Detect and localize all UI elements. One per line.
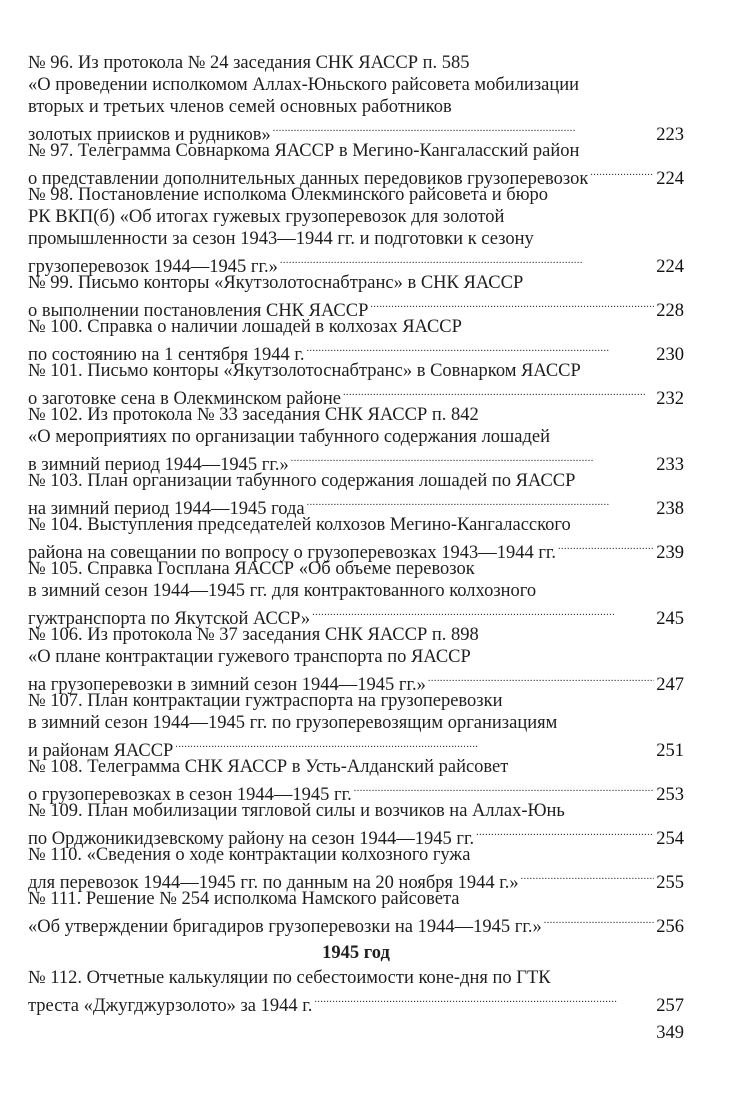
toc-entry-line: [28, 426, 684, 448]
entry-title-text: в зимний сезон 1944—1945 гг. по грузоперевозящим организациям: [28, 713, 558, 733]
entry-page-number: 255: [656, 873, 684, 893]
toc-entry-line: [28, 967, 684, 989]
toc-entry-line: [28, 316, 684, 338]
toc-entry-line: [28, 162, 684, 189]
entry-page-number: 232: [656, 389, 684, 409]
entry-title-text: № 100. Справка о наличии лошадей в колхозах ЯАССР: [28, 317, 462, 337]
entry-title-text: в зимний сезон 1944—1945 гг. для контрактованного колхозного: [28, 581, 537, 601]
entry-title-text: для перевозок 1944—1945 гг. по данным на 20 ноября 1944 г.»: [28, 873, 519, 893]
dot-leader: [312, 602, 654, 624]
toc-entry-line: [28, 910, 684, 937]
entry-title-text: в зимний период 1944—1945 гг.»: [28, 455, 289, 475]
entry-title-text: района на совещании по вопросу о грузоперевозках 1943—1944 гг.: [28, 543, 557, 563]
toc-entry-line: [28, 778, 684, 805]
entry-title-text: грузоперевозок 1944—1945 гг.»: [28, 257, 278, 277]
entry-title-text: № 108. Телеграмма СНК ЯАССР в Усть-Алданский райсовет: [28, 757, 509, 777]
toc-entry-line: [28, 602, 684, 629]
entry-page-number: 233: [656, 455, 684, 475]
toc-entry-line: [28, 888, 684, 910]
entry-title-text: № 111. Решение № 254 исполкома Намского райсовета: [28, 889, 460, 909]
entry-title-text: промышленности за сезон 1943—1944 гг. и подготовки к сезону: [28, 229, 534, 249]
toc-entry-line: [28, 800, 684, 822]
entry-page-number: 256: [656, 917, 684, 937]
toc-entry-line: [28, 690, 684, 712]
dot-leader: [306, 338, 654, 360]
entry-page-number: 254: [656, 829, 684, 849]
toc-entry-line: [28, 668, 684, 695]
entry-page-number: 253: [656, 785, 684, 805]
entry-title-text: РК ВКП(б) «Об итогах гужевых грузоперевозок для золотой: [28, 207, 505, 227]
entry-title-text: «О мероприятиях по организации табунного содержания лошадей: [28, 427, 551, 447]
toc-entry-line: [28, 74, 684, 96]
toc-entry-line: [28, 360, 684, 382]
entry-page-number: 224: [656, 169, 684, 189]
dot-leader: [521, 866, 655, 888]
dot-leader: [590, 162, 654, 184]
toc-entry-line: [28, 228, 684, 250]
toc-entry-line: [28, 822, 684, 849]
dot-leader: [354, 778, 655, 800]
entry-title-text: треста «Джугджурзолото» за 1944 г.: [28, 996, 313, 1016]
toc-entry: [28, 558, 684, 629]
toc-entry: [28, 514, 684, 563]
toc-entry-line: [28, 404, 684, 426]
entry-page-number: 230: [656, 345, 684, 365]
entry-title-text: № 101. Письмо конторы «Якутзолотоснабтранс» в Совнарком ЯАССР: [28, 361, 581, 381]
page-number: 349: [656, 1023, 684, 1043]
entry-title-text: № 102. Из протокола № 33 заседания СНК ЯАССР п. 842: [28, 405, 479, 425]
entry-page-number: 247: [656, 675, 684, 695]
entry-title-text: № 109. План мобилизации тягловой силы и возчиков на Аллах-Юнь: [28, 801, 565, 821]
entry-page-number: 257: [656, 996, 684, 1016]
entry-page-number: 238: [656, 499, 684, 519]
entry-title-text: № 106. Из протокола № 37 заседания СНК ЯАССР п. 898: [28, 625, 479, 645]
toc-entry-line: [28, 734, 684, 761]
entry-title-text: № 107. План контрактации гужтраспорта на грузоперевозки: [28, 691, 503, 711]
entry-title-text: и районам ЯАССР: [28, 741, 174, 761]
toc-entry: [28, 404, 684, 475]
entry-title-text: «Об утверждении бригадиров грузоперевозки на 1944—1945 гг.»: [28, 917, 542, 937]
toc-entry-line: [28, 844, 684, 866]
entry-title-text: о выполнении постановления СНК ЯАССР: [28, 301, 369, 321]
toc-entry-line: [28, 382, 684, 409]
dot-leader: [314, 989, 654, 1011]
entry-title-text: № 98. Постановление исполкома Олекминского райсовета и бюро: [28, 185, 549, 205]
dot-leader: [476, 822, 654, 844]
toc-entry-line: [28, 272, 684, 294]
toc-entry: [28, 756, 684, 805]
toc-entry: [28, 800, 684, 849]
entry-title-text: на зимний период 1944—1945 года: [28, 499, 305, 519]
entry-page-number: 223: [656, 125, 684, 145]
entry-title-text: № 110. «Сведения о ходе контрактации колхозного гужа: [28, 845, 471, 865]
section-heading: 1945 год: [322, 943, 390, 963]
entry-page-number: 224: [656, 257, 684, 277]
entry-title-text: № 112. Отчетные калькуляции по себестоимости коне-дня по ГТК: [28, 968, 551, 988]
toc-entry-line: [28, 756, 684, 778]
entry-page-number: 245: [656, 609, 684, 629]
toc-entry: [28, 272, 684, 321]
dot-leader: [280, 250, 654, 272]
entry-title-text: о заготовке сена в Олекминском районе: [28, 389, 341, 409]
entry-page-number: 239: [656, 543, 684, 563]
toc-entry-line: [28, 492, 684, 519]
entry-title-text: № 105. Справка Госплана ЯАССР «Об объеме перевозок: [28, 559, 475, 579]
toc-entry-line: [28, 206, 684, 228]
entry-title-text: золотых приисков и рудников»: [28, 125, 271, 145]
entry-title-text: вторых и третьих членов семей основных работников: [28, 97, 452, 117]
dot-leader: [273, 118, 654, 140]
toc-entry-line: [28, 294, 684, 321]
dot-leader: [558, 536, 654, 558]
entry-title-text: № 97. Телеграмма Совнаркома ЯАССР в Мегино-Кангаласский район: [28, 141, 580, 161]
toc-entry-line: [28, 448, 684, 475]
toc-entry-line: [28, 338, 684, 365]
toc-entry-line: [28, 558, 684, 580]
entry-title-text: на грузоперевозки в зимний сезон 1944—1945 гг.»: [28, 675, 426, 695]
entry-title-text: № 104. Выступления председателей колхозов Мегино-Кангаласского: [28, 515, 571, 535]
toc-entry-line: [28, 646, 684, 668]
entry-title-text: № 96. Из протокола № 24 заседания СНК ЯАССР п. 585: [28, 53, 470, 73]
toc-entry-line: [28, 536, 684, 563]
toc-entry-line: [28, 514, 684, 536]
dot-leader: [175, 734, 654, 756]
entry-title-text: «О плане контрактации гужевого транспорта по ЯАССР: [28, 647, 471, 667]
toc-entry: [28, 140, 684, 189]
entry-page-number: 251: [656, 741, 684, 761]
toc-entry-line: [28, 96, 684, 118]
entry-title-text: № 103. План организации табунного содержания лошадей по ЯАССР: [28, 471, 576, 491]
entry-title-text: по Орджоникидзевскому району на сезон 1944—1945 гг.: [28, 829, 475, 849]
entry-title-text: № 99. Письмо конторы «Якутзолотоснабтранс» в СНК ЯАССР: [28, 273, 524, 293]
toc-entry-line: [28, 580, 684, 602]
toc-entry: [28, 360, 684, 409]
entry-title-text: о представлении дополнительных данных передовиков грузоперевозок: [28, 169, 589, 189]
entry-title-text: по состоянию на 1 сентября 1944 г.: [28, 345, 305, 365]
dot-leader: [291, 448, 655, 470]
toc-entry: [28, 624, 684, 695]
toc-entry: [28, 967, 684, 1016]
toc-entry-line: [28, 118, 684, 145]
dot-leader: [544, 910, 655, 932]
toc-entry: [28, 52, 684, 145]
entry-title-text: о грузоперевозках в сезон 1944—1945 гг.: [28, 785, 352, 805]
dot-leader: [307, 492, 655, 514]
dot-leader: [370, 294, 654, 316]
dot-leader: [428, 668, 654, 690]
toc-entry: [28, 888, 684, 937]
toc-entry-line: [28, 470, 684, 492]
toc-entry-line: [28, 989, 684, 1016]
toc-entry: [28, 316, 684, 365]
toc-entry: [28, 690, 684, 761]
toc-entry: [28, 184, 684, 277]
entry-page-number: 228: [656, 301, 684, 321]
toc-entry-line: [28, 866, 684, 893]
dot-leader: [343, 382, 654, 404]
toc-entry-line: [28, 52, 684, 74]
toc-entry-line: [28, 140, 684, 162]
toc-entry: [28, 844, 684, 893]
entry-title-text: гужтранспорта по Якутской АССР»: [28, 609, 311, 629]
toc-entry-line: [28, 624, 684, 646]
table-of-contents: [28, 52, 684, 1016]
entry-title-text: «О проведении исполкомом Аллах-Юньского райсовета мобилизации: [28, 75, 580, 95]
toc-entry: [28, 470, 684, 519]
toc-entry-line: [28, 250, 684, 277]
toc-entry-line: [28, 712, 684, 734]
